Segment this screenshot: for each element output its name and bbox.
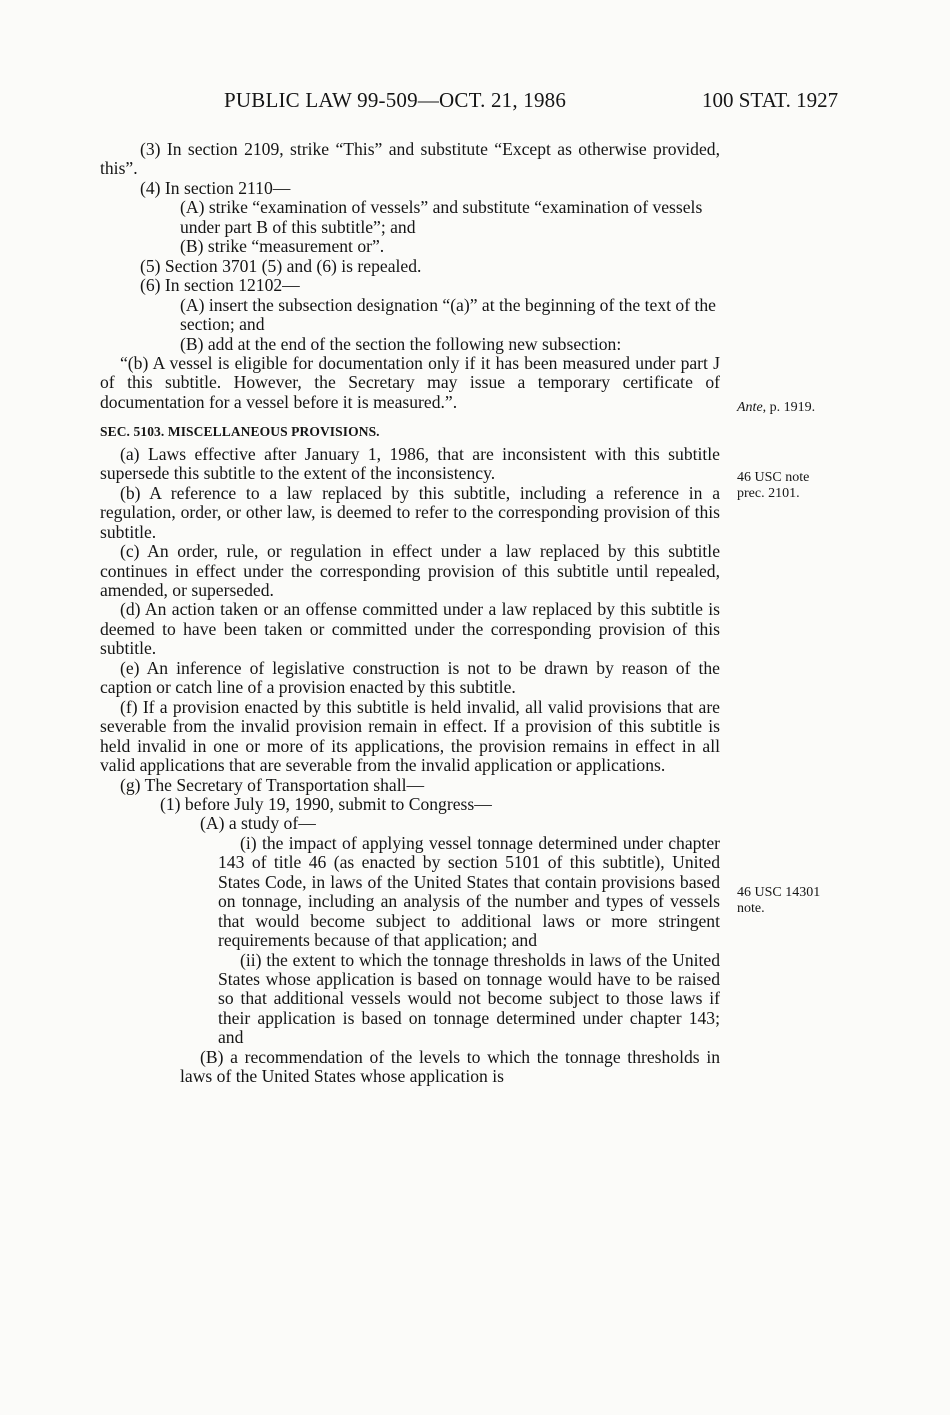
subsection-g: (g) The Secretary of Transportation shall— (120, 774, 425, 795)
margin-note-ante-italic: Ante (737, 400, 763, 415)
margin-note-usc-line2: prec. 2101. (737, 486, 800, 501)
subsection-d: (d) An action taken or an offense committed under a law replaced by this subtitle is deemed to have been taken or committed under the corresponding provision of this subtitle. (100, 599, 720, 659)
page-header-stat: 100 STAT. 1927 (702, 88, 839, 112)
paragraph-6: (6) In section 12102— (140, 275, 300, 296)
paragraph-6-b: (B) add at the end of the section the following new subsection: (180, 333, 622, 354)
margin-note-ante (737, 400, 815, 416)
margin-note-usc-line1: 46 USC note (737, 470, 810, 485)
paragraph-4-b: (B) strike “measurement or”. (180, 236, 385, 257)
subsection-g-1-a: (A) a study of— (200, 813, 316, 834)
subsection-g-1: (1) before July 19, 1990, submit to Congress— (160, 793, 492, 814)
law-text-body (100, 140, 720, 1087)
clause-ii: (ii) the extent to which the tonnage thresholds in laws of the United States whose application is based on tonnage would have to be raised so that additional vessels would not become subject to those laws if their application is based on tonnage determined under chapter 143; and (218, 949, 720, 1048)
subsection-f: (f) If a provision enacted by this subtitle is held invalid, all valid provisions that are severable from the invalid provision remain in effect. If a provision of this subtitle is held invalid in one or more of its applications, the provision remains in effect in all valid applications that are severable from the invalid application or applications. (100, 696, 720, 776)
section-heading: SEC. 5103. MISCELLANEOUS PROVISIONS. (100, 424, 380, 440)
clause-i: (i) the impact of applying vessel tonnage determined under chapter 143 of title 46 (as enacted by section 5101 of this subtitle), United States Code, in laws of the United States that contain provisions based on tonnage, including an analysis of the number and types of vessels that would become subject to additional laws or more stringent requirements because of that application; and (218, 832, 720, 951)
subsection-c: (c) An order, rule, or regulation in effect under a law replaced by this subtitle continues in effect under the corresponding provision of this subtitle until repealed, amended, or superseded. (100, 541, 720, 600)
subsection-b: (b) A reference to a law replaced by this subtitle, including a reference in a regulation, order, or other law, is deemed to refer to the corresponding provision of this subtitle. (100, 482, 720, 542)
paragraph-4: (4) In section 2110— (140, 177, 291, 198)
paragraph-4-a-text: (A) strike “examination of vessels” and substitute “examination of vessels under part B of this subtitle”; and (180, 197, 703, 237)
page-header-title: PUBLIC LAW 99-509—OCT. 21, 1986 (224, 88, 567, 112)
subsection-e: (e) An inference of legislative construction is not to be drawn by reason of the caption or catch line of a provision enacted by this subtitle. (100, 657, 720, 698)
subsection-a: (a) Laws effective after January 1, 1986, that are inconsistent with this subtitle supersede this subtitle to the extent of the inconsistency. (100, 443, 720, 484)
paragraph-4-a (100, 198, 720, 237)
quoted-subsection-b: “(b) A vessel is eligible for documentation only if it has been measured under part J of this subtitle. However, the Secretary may issue a temporary certificate of documentation for a vessel before it is measured.”. (100, 352, 720, 412)
margin-note-usc-14301-line1: 46 USC 14301 (737, 885, 821, 900)
margin-note-ante-page: , p. 1919. (762, 400, 816, 415)
margin-note-usc-14301-line2: note. (737, 901, 765, 916)
margin-note-usc-prec-2101 (737, 470, 809, 502)
paragraph-3: (3) In section 2109, strike “This” and substitute “Except as otherwise provided, this”. (100, 139, 720, 179)
margin-note-usc-14301 (737, 885, 820, 917)
subsection-g-1-b: (B) a recommendation of the levels to which the tonnage thresholds in laws of the United States whose application is (180, 1046, 720, 1087)
paragraph-5: (5) Section 3701 (5) and (6) is repealed. (140, 255, 422, 276)
paragraph-6-a: (A) insert the subsection designation “(a)” at the beginning of the text of the section; and (180, 294, 716, 335)
